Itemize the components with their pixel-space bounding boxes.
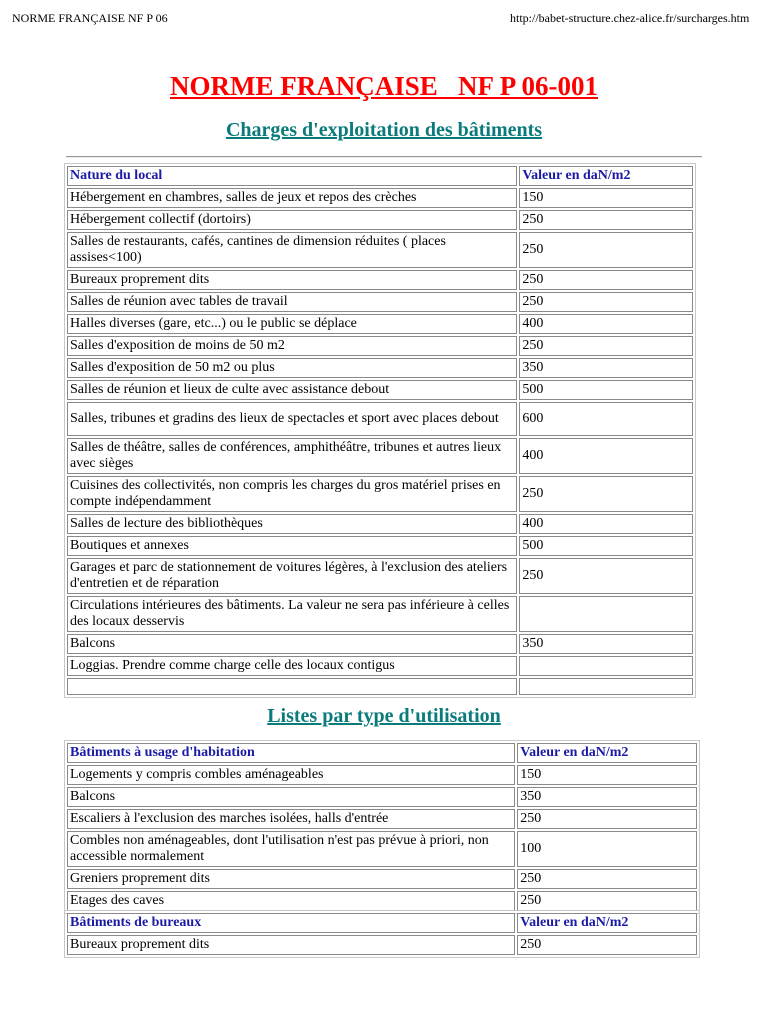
cell-value: 250 [517,869,697,889]
cell-label: Circulations intérieures des bâtiments. La valeur ne sera pas inférieure à celles des locaux desservis [67,596,517,632]
table-row [67,891,697,911]
cell-label: Halles diverses (gare, etc...) ou le public se déplace [67,314,517,334]
table-row [67,380,693,400]
table-row [67,402,693,436]
cell-label: Salles de restaurants, cafés, cantines de dimension réduites ( places assises<100) [67,232,517,268]
column-header-bureaux: Bâtiments de bureaux [67,913,515,933]
cell-value: 250 [519,476,693,512]
table-row [67,438,693,474]
section-heading-charges: Charges d'exploitation des bâtiments [225,119,543,141]
section-heading-listes: Listes par type d'utilisation [267,705,501,727]
cell-label: Combles non aménageables, dont l'utilisation n'est pas prévue à priori, non accessible normalement [67,831,515,867]
cell-label: Salles d'exposition de moins de 50 m2 [67,336,517,356]
cell-value: 250 [519,292,693,312]
column-header-value: Valeur en daN/m2 [519,166,693,186]
table-row [67,678,693,695]
cell-value: 250 [519,210,693,230]
table-row [67,787,697,807]
cell-label: Salles, tribunes et gradins des lieux de spectacles et sport avec places debout [67,402,517,436]
table-row [67,336,693,356]
table-row [67,558,693,594]
cell-value [519,596,693,632]
table-row [67,869,697,889]
table-row [67,634,693,654]
cell-label: Boutiques et annexes [67,536,517,556]
cell-label: Salles de lecture des bibliothèques [67,514,517,534]
cell-label: Bureaux proprement dits [67,270,517,290]
cell-value: 600 [519,402,693,436]
cell-label: Loggias. Prendre comme charge celle des locaux contigus [67,656,517,676]
table-row [67,292,693,312]
table-row [67,210,693,230]
divider [66,156,702,158]
cell-value: 250 [517,891,697,911]
print-header-title: NORME FRANÇAISE NF P 06 [12,11,168,25]
table-row [67,188,693,208]
cell-label: Greniers proprement dits [67,869,515,889]
table-row [67,358,693,378]
cell-label: Hébergement collectif (dortoirs) [67,210,517,230]
cell-value: 500 [519,536,693,556]
table-row [67,314,693,334]
cell-value: 250 [519,270,693,290]
cell-value: 250 [517,935,697,955]
cell-value: 150 [519,188,693,208]
cell-label: Logements y compris combles aménageables [67,765,515,785]
cell-value: 400 [519,438,693,474]
cell-label: Balcons [67,787,515,807]
column-header-value: Valeur en daN/m2 [517,743,697,763]
cell-value: 250 [519,558,693,594]
cell-label: Garages et parc de stationnement de voitures légères, à l'exclusion des ateliers d'entretien et de réparation [67,558,517,594]
cell-label: Balcons [67,634,517,654]
charges-table [64,163,696,698]
cell-label: Salles de théâtre, salles de conférences, amphithéâtre, tribunes et autres lieux avec sièges [67,438,517,474]
cell-value: 100 [517,831,697,867]
table-row [67,596,693,632]
cell-value: 350 [517,787,697,807]
column-header-nature: Nature du local [67,166,517,186]
cell-value [519,678,693,695]
cell-value: 400 [519,314,693,334]
habitation-table [64,740,700,914]
table-row [67,514,693,534]
print-header [0,8,768,28]
column-header-value: Valeur en daN/m2 [517,913,697,933]
table-row [67,476,693,512]
bureaux-table [64,910,700,958]
page-title: NORME FRANÇAISE NF P 06-001 [170,71,598,101]
cell-value: 250 [519,336,693,356]
cell-label: Escaliers à l'exclusion des marches isolées, halls d'entrée [67,809,515,829]
table-row [67,809,697,829]
cell-label: Cuisines des collectivités, non compris les charges du gros matériel prises en compte indépendamment [67,476,517,512]
cell-label: Etages des caves [67,891,515,911]
cell-label: Salles de réunion et lieux de culte avec assistance debout [67,380,517,400]
table-row [67,831,697,867]
cell-label: Salles d'exposition de 50 m2 ou plus [67,358,517,378]
table-header-row [67,166,693,186]
cell-label: Hébergement en chambres, salles de jeux et repos des crèches [67,188,517,208]
table-header-row [67,743,697,763]
print-header-url: http://babet-structure.chez-alice.fr/surcharges.htm [510,11,750,25]
table-row [67,232,693,268]
table-header-row [67,913,697,933]
cell-value: 250 [519,232,693,268]
cell-label: Salles de réunion avec tables de travail [67,292,517,312]
table-row [67,656,693,676]
cell-value [519,656,693,676]
table-row [67,765,697,785]
cell-label [67,678,517,695]
cell-value: 150 [517,765,697,785]
cell-label: Bureaux proprement dits [67,935,515,955]
column-header-habitation: Bâtiments à usage d'habitation [67,743,515,763]
cell-value: 250 [517,809,697,829]
table-row [67,536,693,556]
table-row [67,935,697,955]
cell-value: 350 [519,634,693,654]
cell-value: 500 [519,380,693,400]
cell-value: 350 [519,358,693,378]
cell-value: 400 [519,514,693,534]
table-row [67,270,693,290]
